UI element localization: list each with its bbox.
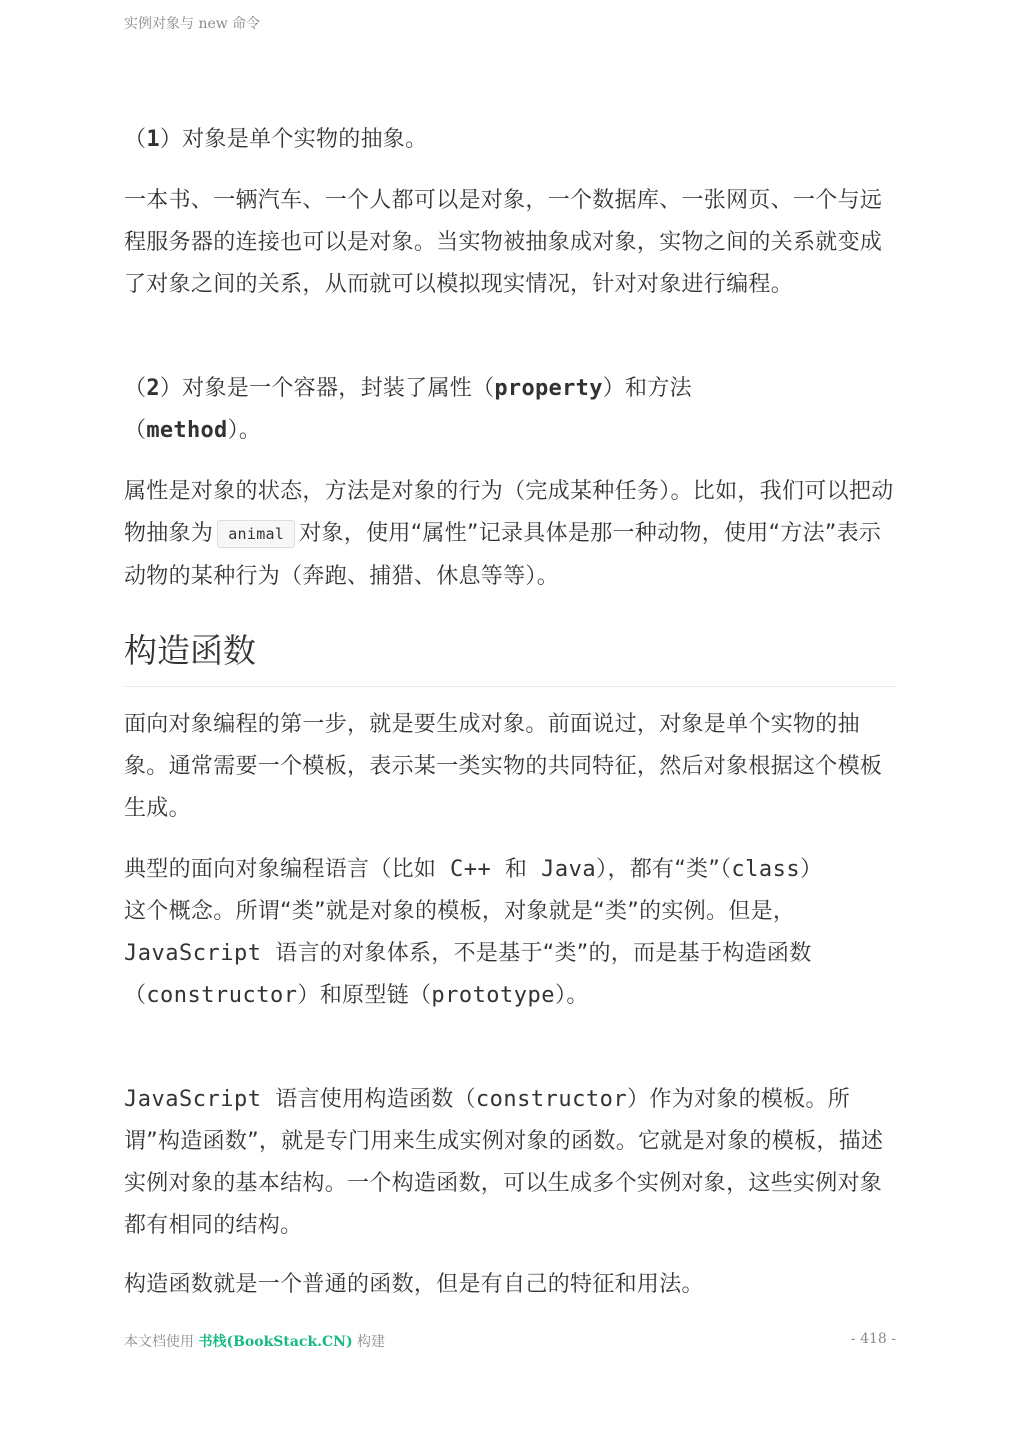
keyword-property: property (494, 376, 603, 401)
paragraph-class-concept (124, 849, 824, 1017)
keyword-method: method (146, 418, 228, 443)
page-footer (124, 1331, 896, 1351)
text-segment: ）作为对象的模板。所谓”构造函数”，就是专门用来生成实例对象的函数。它就是对象的模板，描述实例对象的基本结构。一个构造函数，可以生成多个实例对象，这些实例对象都有相同的结构。 (124, 1087, 884, 1238)
item-number: 2 (146, 376, 160, 401)
text-segment: ）。 (227, 418, 262, 443)
footer-brand-link[interactable]: 书栈(BookStack.CN) (198, 1334, 353, 1350)
paragraph-first-step: 面向对象编程的第一步，就是要生成对象。前面说过，对象是单个实物的抽象。通常需要一个模板，表示某一类实物的共同特征，然后对象根据这个模板生成。 (124, 712, 883, 821)
paragraph-text: 对象是单个实物的抽象。 (182, 127, 428, 152)
inline-mono-cpp-java: C++ 和 Java (436, 857, 597, 882)
footer-suffix: 构建 (352, 1334, 386, 1350)
text-segment: ），都有“类”（ (596, 857, 732, 882)
text-segment: 属性是对象的状态，方法是对象的行为（完成某种任务）。比如，我们可以把动物抽象为 (124, 479, 894, 546)
item-number: 1 (146, 127, 160, 152)
page-header: 实例对象与 new 命令 (124, 16, 261, 32)
text-segment: 对象，使用“属性”记录具体是那一种动物，使用“方法”表示动物的某种行为（奔跑、捕猎、休息等等）。 (124, 521, 882, 589)
paren-open: （ (124, 376, 147, 401)
paragraph-constructor-template (124, 1079, 896, 1247)
inline-mono-class: class (731, 857, 801, 882)
inline-mono-javascript: JavaScript (124, 941, 276, 966)
text-segment: ）和原型链（ (297, 983, 432, 1008)
text-segment: 语言使用构造函数（ (275, 1087, 476, 1112)
inline-code-animal: animal (217, 520, 295, 548)
inline-mono-constructor: constructor (475, 1087, 628, 1112)
text-segment: ）和方法（ (124, 376, 692, 443)
page-number: - 418 - (850, 1331, 896, 1347)
section-heading-constructor: 构造函数 (124, 628, 896, 687)
paragraph-object-abstraction (124, 119, 896, 161)
paren-open: （ (124, 127, 147, 152)
inline-mono-prototype: prototype (431, 983, 556, 1008)
text-segment: ）。 (555, 983, 589, 1008)
inline-mono-constructor: constructor (146, 983, 298, 1008)
paragraph-constructor-function: 构造函数就是一个普通的函数，但是有自己的特征和用法。 (124, 1272, 704, 1297)
text-segment: 对象是一个容器，封装了属性（ (182, 376, 495, 401)
text-segment: 语言的对象体系，不是基于“类”的，而是基于构造函数（ (124, 941, 812, 1008)
paragraph-object-container (124, 368, 784, 452)
paragraph-object-examples: 一本书、一辆汽车、一个人都可以是对象，一个数据库、一张网页、一个与远程服务器的连接也可以是对象。当实物被抽象成对象，实物之间的关系就变成了对象之间的关系，从而就可以模拟现实情况，针对对象进行编程。 (124, 188, 883, 297)
paren-close: ） (159, 127, 183, 152)
text-segment: ）这个概念。所谓“类”就是对象的模板，对象就是“类”的实例。但是， (124, 857, 823, 924)
footer-prefix: 本文档使用 (124, 1334, 199, 1350)
paragraph-properties-methods (124, 471, 896, 598)
text-segment: 典型的面向对象编程语言（比如 (124, 857, 437, 882)
paren-close: ） (159, 376, 183, 401)
inline-mono-javascript: JavaScript (124, 1087, 276, 1112)
